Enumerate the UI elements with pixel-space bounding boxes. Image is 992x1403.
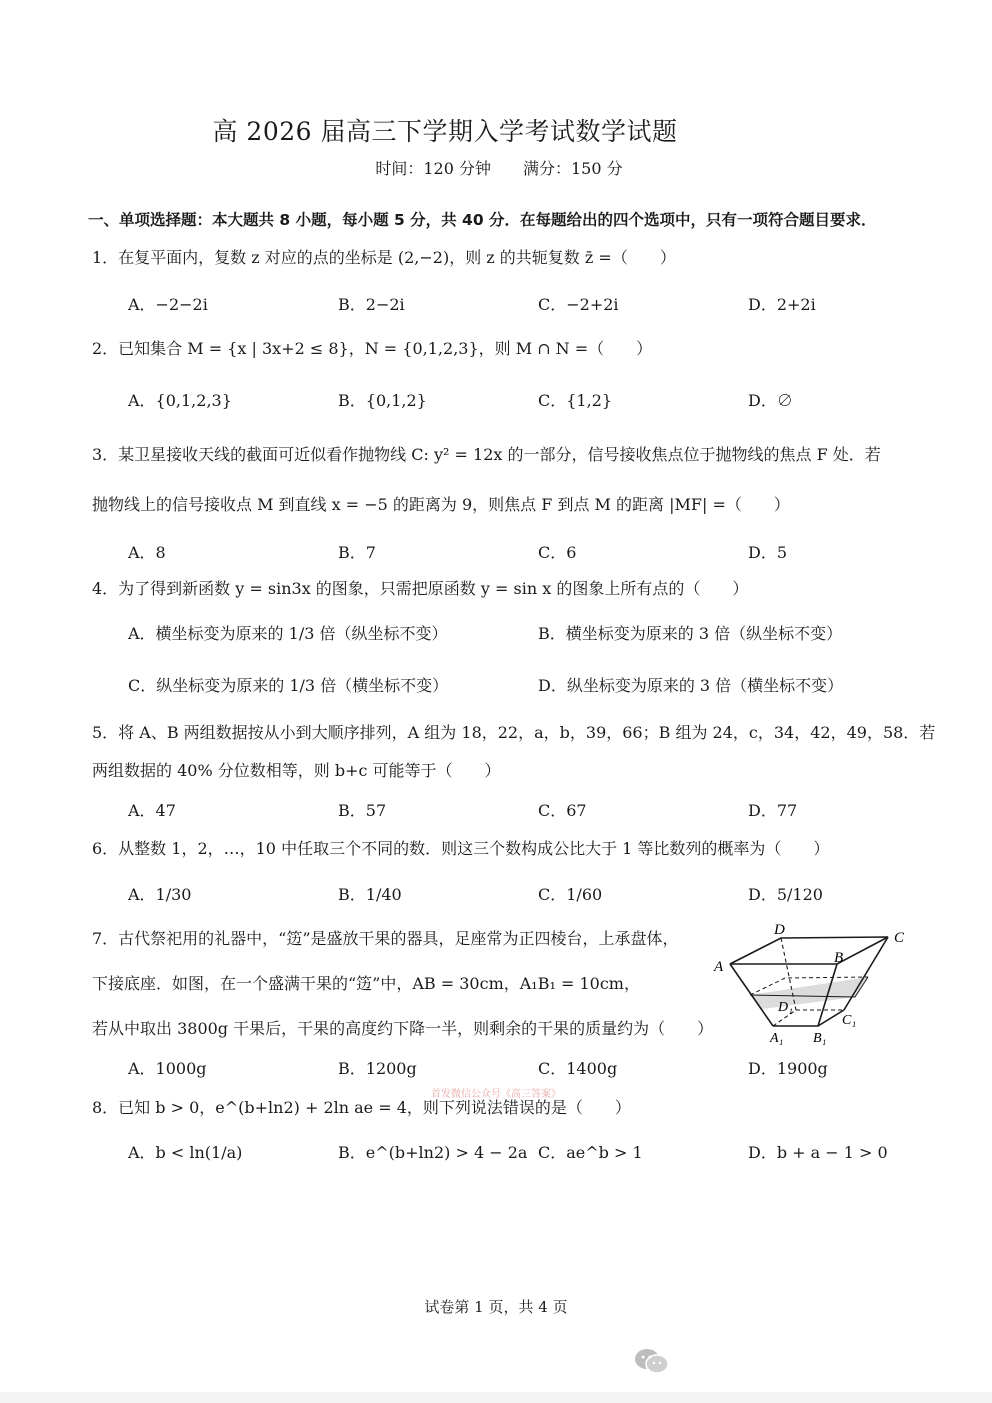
question-2-option-c: C．{1,2}: [538, 391, 613, 410]
question-5-option-c: C．67: [538, 801, 587, 820]
question-1-option-a: A．−2−2i: [128, 295, 208, 314]
label-d: D: [774, 922, 785, 938]
question-8-option-a: A．b < ln(1/a): [128, 1143, 243, 1162]
label-d1: D₁: [778, 1000, 793, 1015]
page-footer: 试卷第 1 页，共 4 页: [424, 1298, 568, 1316]
exam-title: 高 2026 届高三下学期入学考试数学试题: [212, 117, 678, 146]
question-5-stem-line2: 两组数据的 40% 分位数相等，则 b+c 可能等于（ ）: [92, 761, 501, 780]
question-1-option-d: D．2+2i: [748, 295, 816, 314]
question-4-option-a: A．横坐标变为原来的 1/3 倍（纵坐标不变）: [128, 624, 448, 643]
page-bottom-edge: [0, 1392, 992, 1403]
question-7-option-a: A．1000g: [128, 1059, 207, 1078]
label-a1: A₁: [770, 1031, 784, 1046]
wechat-icon: [632, 1346, 672, 1376]
question-7-option-b: B．1200g: [338, 1059, 417, 1078]
question-6-option-d: D．5/120: [748, 885, 823, 904]
question-3-option-c: C．6: [538, 543, 577, 562]
question-2-option-a: A．{0,1,2,3}: [128, 391, 232, 410]
question-7-option-d: D．1900g: [748, 1059, 828, 1078]
question-8-option-b: B．e^(b+ln2) > 4 − 2a: [338, 1143, 528, 1162]
question-4-option-b: B．横坐标变为原来的 3 倍（纵坐标不变）: [538, 624, 843, 643]
question-6-option-b: B．1/40: [338, 885, 402, 904]
question-3-stem-line2: 抛物线上的信号接收点 M 到直线 x = −5 的距离为 9，则焦点 F 到点 M 的距离 |MF| =（ ）: [92, 495, 790, 514]
label-a: A: [714, 959, 724, 975]
question-8-stem: 8．已知 b > 0，e^(b+ln2) + 2ln ae = 4，则下列说法错误的是（ ）: [92, 1098, 631, 1117]
question-1-option-c: C．−2+2i: [538, 295, 619, 314]
question-2-option-b: B．{0,1,2}: [338, 391, 427, 410]
question-1-option-b: B．2−2i: [338, 295, 405, 314]
label-b: B: [834, 950, 844, 966]
question-6-option-a: A．1/30: [128, 885, 192, 904]
frustum-shaded-section: [750, 977, 868, 1009]
question-5-stem: 5．将 A、B 两组数据按从小到大顺序排列，A 组为 18，22，a，b，39，66；B 组为 24，c，34，42，49，58．若: [92, 723, 936, 742]
question-5-option-d: D．77: [748, 801, 798, 820]
question-8-option-c: C．ae^b > 1: [538, 1143, 643, 1162]
question-3-stem: 3．某卫星接收天线的截面可近似看作抛物线 C: y² = 12x 的一部分，信号接收焦点位于抛物线的焦点 F 处．若: [92, 445, 881, 464]
question-7-option-c: C．1400g: [538, 1059, 618, 1078]
question-1-stem: 1．在复平面内，复数 z 对应的点的坐标是 (2,−2)，则 z 的共轭复数 z̄ =（ ）: [92, 248, 676, 267]
label-b1: B₁: [813, 1031, 827, 1046]
question-2-stem: 2．已知集合 M = {x | 3x+2 ≤ 8}，N = {0,1,2,3}，则 M ∩ N =（ ）: [92, 339, 653, 358]
question-5-option-a: A．47: [128, 801, 176, 820]
question-8-option-d: D．b + a − 1 > 0: [748, 1143, 888, 1162]
question-4-option-c: C．纵坐标变为原来的 1/3 倍（横坐标不变）: [128, 676, 449, 695]
watermark-text: 首发微信公众号《高三答案》: [431, 1089, 561, 1100]
question-7-stem: 7．古代祭祀用的礼器中，“笾”是盛放干果的器具，足座常为正四棱台，上承盘体，: [92, 929, 679, 948]
question-7-stem-line3: 若从中取出 3800g 干果后，干果的高度约下降一半，则剩余的干果的质量约为（ ）: [92, 1019, 714, 1038]
question-3-option-a: A．8: [128, 543, 166, 562]
question-3-option-d: D．5: [748, 543, 788, 562]
frustum-diagram: [710, 918, 920, 1048]
section-heading: 一、单项选择题：本大题共 8 小题，每小题 5 分，共 40 分．在每题给出的四个选项中，只有一项符合题目要求．: [88, 211, 877, 229]
label-c1: C₁: [842, 1013, 857, 1028]
question-5-option-b: B．57: [338, 801, 387, 820]
question-4-option-d: D．纵坐标变为原来的 3 倍（横坐标不变）: [538, 676, 844, 695]
question-7-stem-line2: 下接底座．如图，在一个盛满干果的“笾”中，AB = 30cm，A₁B₁ = 10cm，: [92, 974, 640, 993]
exam-time-score: 时间：120 分钟 满分：150 分: [375, 159, 623, 178]
label-c: C: [894, 930, 905, 946]
question-6-option-c: C．1/60: [538, 885, 603, 904]
question-2-option-d: D．∅: [748, 391, 793, 410]
question-3-option-b: B．7: [338, 543, 376, 562]
frustum-top-face: [730, 937, 888, 964]
question-4-stem: 4．为了得到新函数 y = sin3x 的图象，只需把原函数 y = sin x 的图象上所有点的（ ）: [92, 579, 749, 598]
question-6-stem: 6．从整数 1，2，…，10 中任取三个不同的数．则这三个数构成公比大于 1 等比数列的概率为（ ）: [92, 839, 830, 858]
